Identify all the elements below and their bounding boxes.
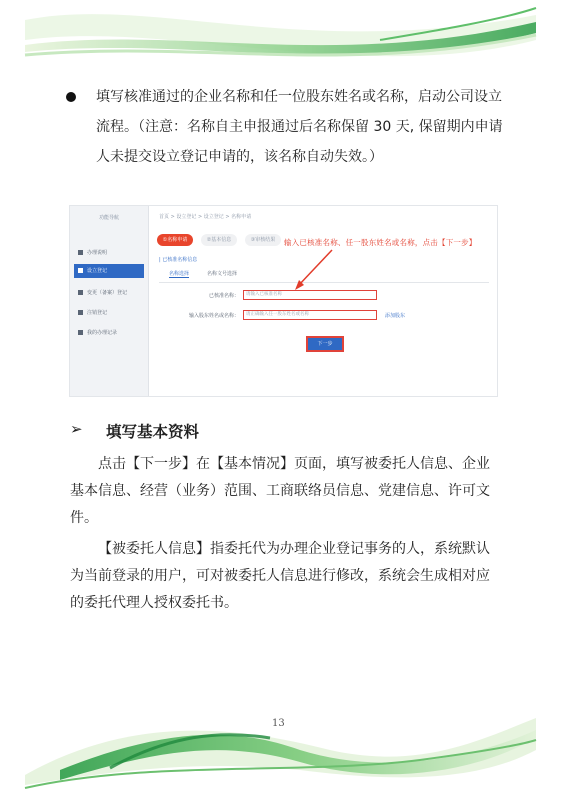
field-label-approved-name: 已核准名称： <box>208 293 239 299</box>
sidebar-item-records[interactable]: 我的办理记录 <box>74 326 144 340</box>
sidebar <box>70 206 149 396</box>
document-icon <box>78 250 83 255</box>
next-step-button[interactable]: 下一步 <box>306 336 344 352</box>
paragraph-text: 【被委托人信息】指委托代为办理企业登记事务的人，系统默认为当前登录的用户，可对被委托人信息进行修改，系统会生成相对应的委托代理人授权委托书。 <box>70 541 490 611</box>
sidebar-item-cancel[interactable]: 注销登记 <box>74 306 144 320</box>
section-subheading: | 已核准名称信息 <box>159 257 198 263</box>
paragraph-delegate-info <box>70 536 496 617</box>
section-arrow-icon: ➢ <box>70 420 83 438</box>
annotation-hint-text: 输入已核准名称、任一股东姓名或名称，点击【下一步】 <box>284 238 477 247</box>
star-icon <box>78 290 83 295</box>
add-shareholder-link[interactable]: 添加股东 <box>385 313 406 319</box>
sidebar-item-establish[interactable]: 设立登记 <box>74 264 144 278</box>
step-review-result: ③审核结果 <box>245 234 281 246</box>
breadcrumb: 首页 > 设立登记 > 设立登记 > 名称申请 <box>159 214 252 220</box>
sidebar-item-guide[interactable]: 办理说明 <box>74 246 144 260</box>
bullet-icon <box>66 92 76 102</box>
shareholder-input[interactable]: 请正确输入任一股东姓名或名称 <box>243 310 377 320</box>
flag-icon <box>78 310 83 315</box>
embedded-screenshot <box>69 205 498 397</box>
sidebar-item-change[interactable]: 变更（备案）登记 <box>74 286 144 300</box>
paragraph-text: 点击【下一步】在【基本情况】页面，填写被委托人信息、企业基本信息、经营（业务）范围、工商联络员信息、党建信息、许可文件。 <box>70 456 490 526</box>
step-basic-info: ②基本信息 <box>201 234 237 246</box>
form-panel <box>149 206 497 396</box>
tab-bar <box>159 270 489 283</box>
header-wave-decoration <box>0 0 561 80</box>
sidebar-title: 功能导航 <box>98 215 119 221</box>
pencil-icon <box>78 330 83 335</box>
file-icon <box>78 268 83 273</box>
approved-name-input[interactable]: 请输入已核准名称 <box>243 290 377 300</box>
footer-wave-decoration <box>0 690 561 794</box>
section-heading: 填写基本资料 <box>106 423 200 441</box>
page-number: 13 <box>272 718 285 729</box>
field-label-shareholder: 输入股东姓名或名称： <box>188 313 239 319</box>
paragraph-next-step <box>70 451 496 532</box>
bullet-text: 填写核准通过的企业名称和任一位股东姓名或名称，启动公司设立流程。（注意：名称自主申报通过后名称保留 30 天, 保留期内申请人未提交设立登记申请的，该名称自动失效。） <box>96 89 503 165</box>
step-name-apply: ①名称申请 <box>157 234 193 246</box>
tab-name-select[interactable]: 名称选择 <box>169 271 190 277</box>
tab-name-number-select[interactable]: 名称文号选择 <box>207 271 238 277</box>
